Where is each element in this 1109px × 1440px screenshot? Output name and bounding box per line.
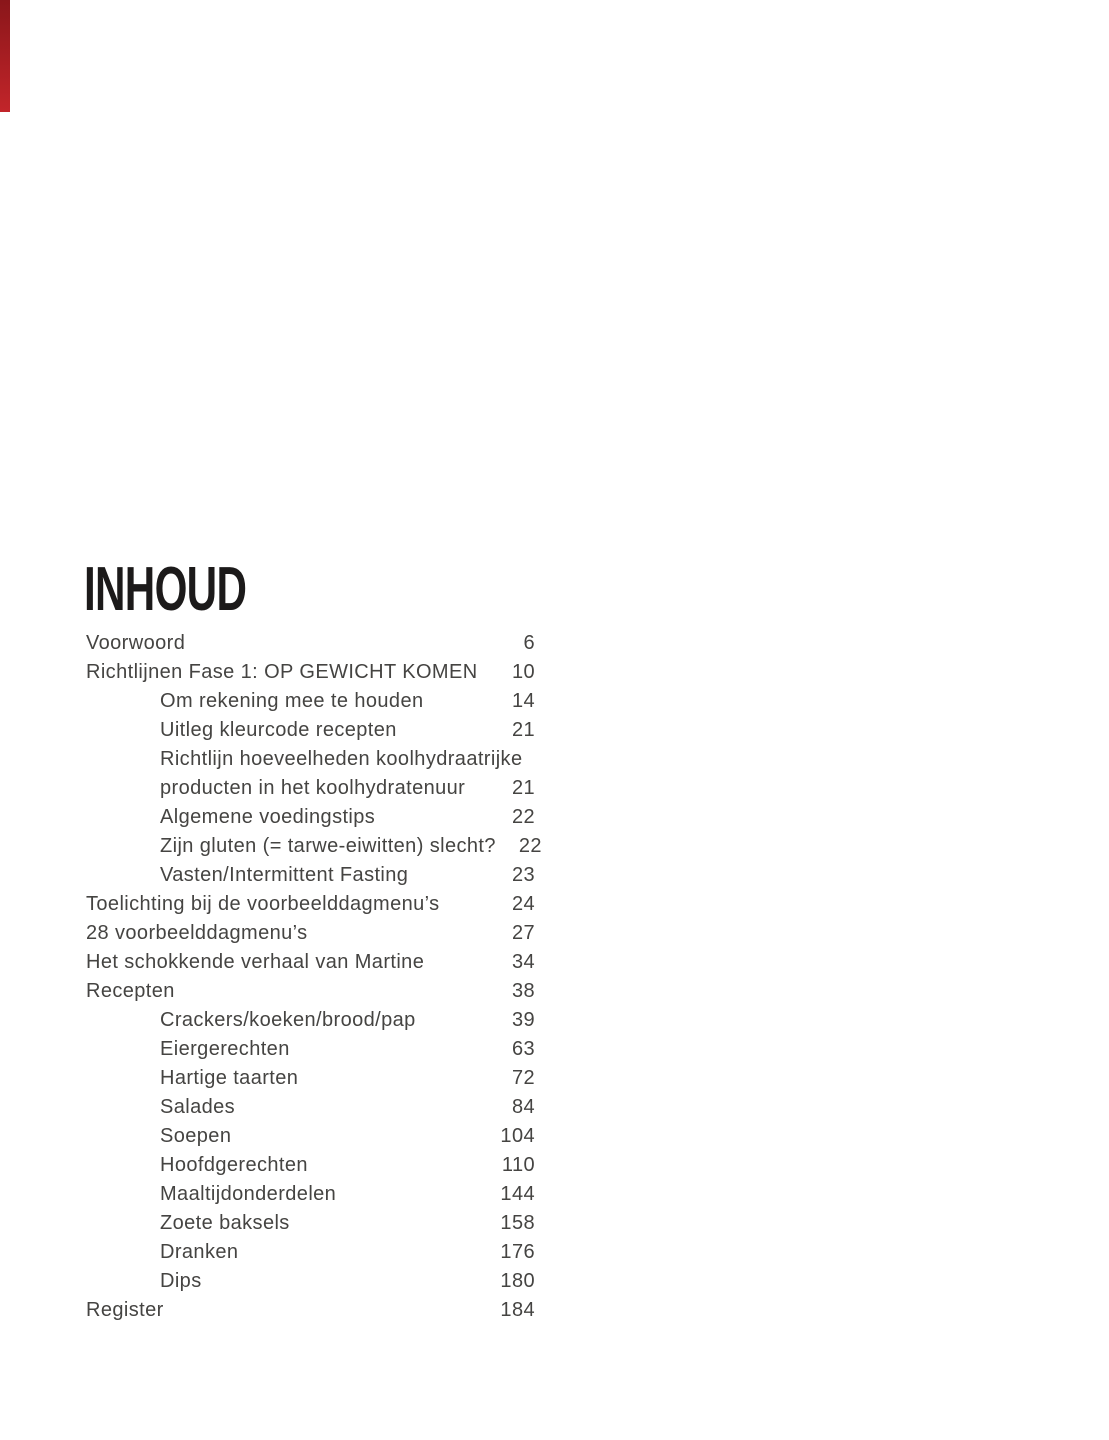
toc-entry	[86, 890, 535, 919]
toc-entry-page-number: 23	[511, 864, 535, 886]
toc-entry	[86, 977, 535, 1006]
toc-entry	[86, 629, 535, 658]
toc-entry	[86, 919, 535, 948]
toc-entry	[86, 1035, 535, 1064]
toc-entry-label: Om rekening mee te houden	[160, 690, 424, 712]
toc-entry-page-number: 34	[511, 951, 535, 973]
toc-entry-label: Soepen	[160, 1125, 232, 1147]
toc-entry	[86, 1296, 535, 1325]
toc-entry-page-number: 38	[511, 980, 535, 1002]
toc-entry-page-number: 180	[500, 1270, 535, 1292]
toc-entry	[86, 803, 535, 832]
toc-entry-page-number: 72	[511, 1067, 535, 1089]
toc-entry-page-number: 158	[500, 1212, 535, 1234]
toc-entry-page-number: 22	[511, 806, 535, 828]
toc-entry-label: 28 voorbeelddagmenu’s	[86, 922, 308, 944]
toc-entry-label: Hoofdgerechten	[160, 1154, 308, 1176]
toc-entry	[86, 861, 535, 890]
toc-entry	[86, 1006, 535, 1035]
toc-entry	[86, 1180, 535, 1209]
toc-entry-page-number: 63	[511, 1038, 535, 1060]
toc-entry-label: Vasten/Intermittent Fasting	[160, 864, 409, 886]
toc-entry	[86, 1064, 535, 1093]
toc-entry-label: Crackers/koeken/brood/pap	[160, 1009, 416, 1031]
toc-entry-label: Richtlijn hoeveelheden koolhydraatrijke	[160, 748, 523, 770]
toc-list	[86, 629, 542, 1325]
toc-entry-label: Richtlijnen Fase 1: OP GEWICHT KOMEN	[86, 661, 478, 683]
toc-entry	[86, 745, 535, 774]
toc-entry-label: Voorwoord	[86, 632, 186, 654]
toc-entry	[86, 1093, 535, 1122]
page-title: INHOUD	[84, 555, 247, 624]
toc-entry-page-number: 22	[518, 835, 542, 857]
toc-entry-label: Register	[86, 1299, 164, 1321]
toc-entry-page-number: 21	[511, 719, 535, 741]
toc-entry-page-number: 104	[500, 1125, 535, 1147]
toc-entry-label: Dranken	[160, 1241, 239, 1263]
toc-entry-label: Eiergerechten	[160, 1038, 290, 1060]
toc-entry	[86, 687, 535, 716]
toc-entry	[86, 1151, 535, 1180]
toc-entry-page-number: 27	[511, 922, 535, 944]
toc-entry-label: Toelichting bij de voorbeelddagmenu’s	[86, 893, 440, 915]
bookmark-ribbon-icon	[0, 0, 10, 112]
toc-entry-label: Hartige taarten	[160, 1067, 299, 1089]
toc-entry-label: Het schokkende verhaal van Martine	[86, 951, 425, 973]
toc-entry	[86, 1209, 535, 1238]
toc-entry	[86, 832, 542, 861]
toc-entry-page-number: 14	[511, 690, 535, 712]
toc-entry-label: Dips	[160, 1270, 202, 1292]
toc-entry-label: Salades	[160, 1096, 236, 1118]
toc-entry	[86, 716, 535, 745]
toc-entry	[86, 948, 535, 977]
toc-entry-page-number: 176	[500, 1241, 535, 1263]
toc-entry-page-number: 184	[500, 1299, 535, 1321]
toc-entry	[86, 1238, 535, 1267]
toc-entry-label: Zijn gluten (= tarwe-eiwitten) slecht?	[160, 835, 496, 857]
toc-entry	[86, 658, 535, 687]
toc-entry-page-number: 24	[511, 893, 535, 915]
toc-entry-label: Zoete baksels	[160, 1212, 290, 1234]
toc-entry-label: Uitleg kleurcode recepten	[160, 719, 397, 741]
toc-entry	[86, 1122, 535, 1151]
toc-entry-page-number: 39	[511, 1009, 535, 1031]
toc-entry-page-number: 10	[511, 661, 535, 683]
toc-entry	[86, 774, 535, 803]
toc-entry-page-number: 84	[511, 1096, 535, 1118]
toc-entry-page-number: 21	[511, 777, 535, 799]
toc-entry-label: Algemene voedingstips	[160, 806, 376, 828]
toc-entry-page-number: 6	[523, 632, 535, 654]
toc-entry-label: producten in het koolhydratenuur	[160, 777, 466, 799]
toc-entry-label: Maaltijdonderdelen	[160, 1183, 337, 1205]
toc-entry	[86, 1267, 535, 1296]
toc-entry-page-number: 110	[501, 1154, 535, 1176]
toc-entry-page-number: 144	[500, 1183, 535, 1205]
toc-entry-label: Recepten	[86, 980, 175, 1002]
